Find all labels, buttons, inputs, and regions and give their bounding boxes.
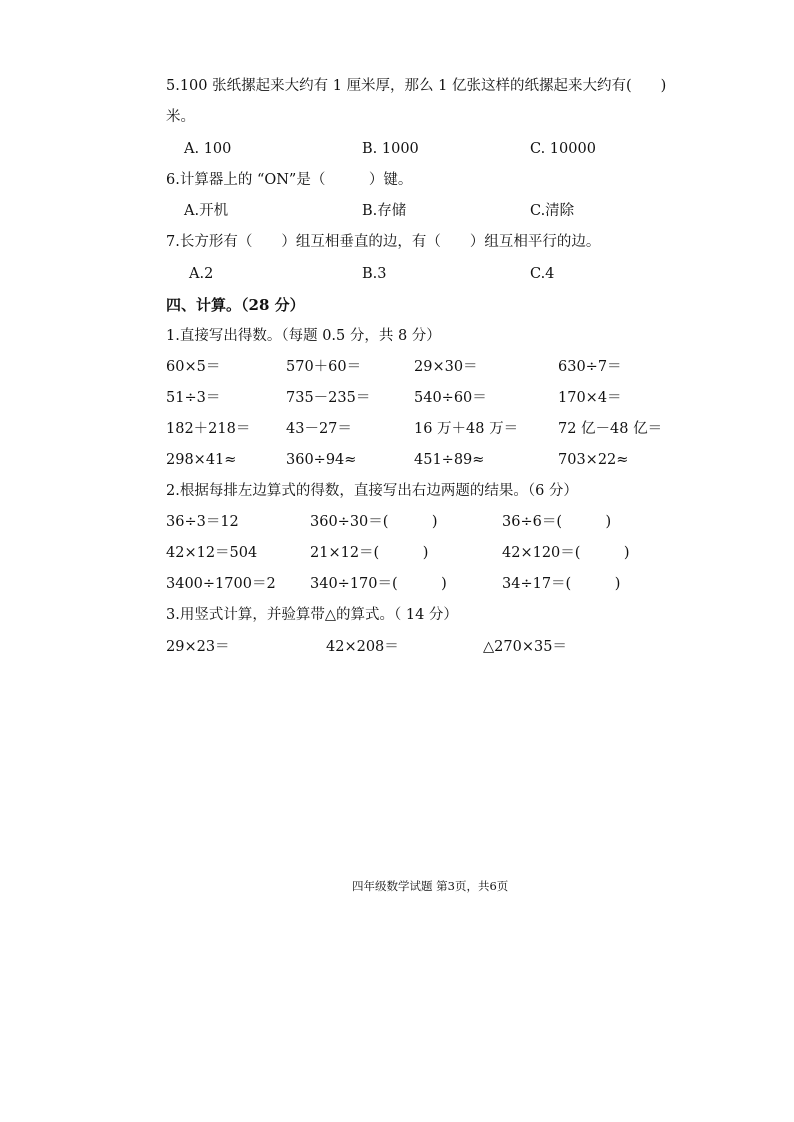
question-5-text-cont: 米。	[166, 109, 195, 125]
q5-option-c: C. 10000	[530, 141, 596, 157]
calc-cell: 29×30＝	[414, 359, 478, 375]
calc-cell: 170×4＝	[558, 390, 622, 406]
question-5-text: 5.100 张纸摞起来大约有 1 厘米厚，那么 1 亿张这样的纸摞起来大约有( )	[166, 78, 667, 94]
calc-cell: 340÷170＝( )	[310, 576, 447, 592]
calc-cell: 51÷3＝	[166, 390, 221, 406]
part-3-title: 3.用竖式计算，并验算带△的算式。（ 14 分）	[166, 607, 458, 623]
calc-cell: 735－235＝	[286, 390, 371, 406]
q6-option-a: A.开机	[184, 203, 229, 219]
calc-cell: 42×12＝504	[166, 545, 258, 561]
section-4-title: 四、计算。（28 分）	[166, 296, 305, 314]
q7-option-b: B.3	[362, 266, 387, 282]
calc-cell: 298×41≈	[166, 452, 237, 468]
page-footer: 四年级数学试题 第3页，共6页	[352, 879, 509, 893]
q5-option-b: B. 1000	[362, 141, 419, 157]
calc-cell: 630÷7＝	[558, 359, 622, 375]
calc-cell: 451÷89≈	[414, 452, 485, 468]
calc-cell: 570＋60＝	[286, 359, 362, 375]
q6-option-c: C.清除	[530, 203, 575, 219]
question-7-text: 7.长方形有（ ）组互相垂直的边，有（ ）组互相平行的边。	[166, 234, 601, 250]
calc-cell: 36÷6＝( )	[502, 514, 612, 530]
calc-cell: 182＋218＝	[166, 421, 251, 437]
calc-cell: 42×120＝( )	[502, 545, 630, 561]
calc-cell: 43－27＝	[286, 421, 352, 437]
calc-cell: 360÷94≈	[286, 452, 357, 468]
calc-cell: 703×22≈	[558, 452, 629, 468]
vertical-calc-item: 29×23＝	[166, 639, 230, 655]
q7-option-a: A.2	[189, 266, 214, 282]
calc-cell: 540÷60＝	[414, 390, 487, 406]
question-6-text: 6.计算器上的 “ON”是（ ）键。	[166, 172, 413, 188]
q5-option-a: A. 100	[184, 141, 232, 157]
calc-cell: 21×12＝( )	[310, 545, 429, 561]
calc-cell: 16 万＋48 万＝	[414, 421, 519, 437]
calc-cell: 34÷17＝( )	[502, 576, 621, 592]
part-1-title: 1.直接写出得数。（每题 0.5 分，共 8 分）	[166, 328, 441, 344]
vertical-calc-item: 42×208＝	[326, 639, 399, 655]
part-2-title: 2.根据每排左边算式的得数，直接写出右边两题的结果。（6 分）	[166, 483, 578, 499]
calc-cell: 60×5＝	[166, 359, 221, 375]
vertical-calc-item: △270×35＝	[483, 639, 567, 655]
q7-option-c: C.4	[530, 266, 555, 282]
q6-option-b: B.存储	[362, 203, 407, 219]
calc-cell: 360÷30＝( )	[310, 514, 438, 530]
calc-cell: 3400÷1700＝2	[166, 576, 276, 592]
calc-cell: 36÷3＝12	[166, 514, 239, 530]
calc-cell: 72 亿－48 亿＝	[558, 421, 663, 437]
